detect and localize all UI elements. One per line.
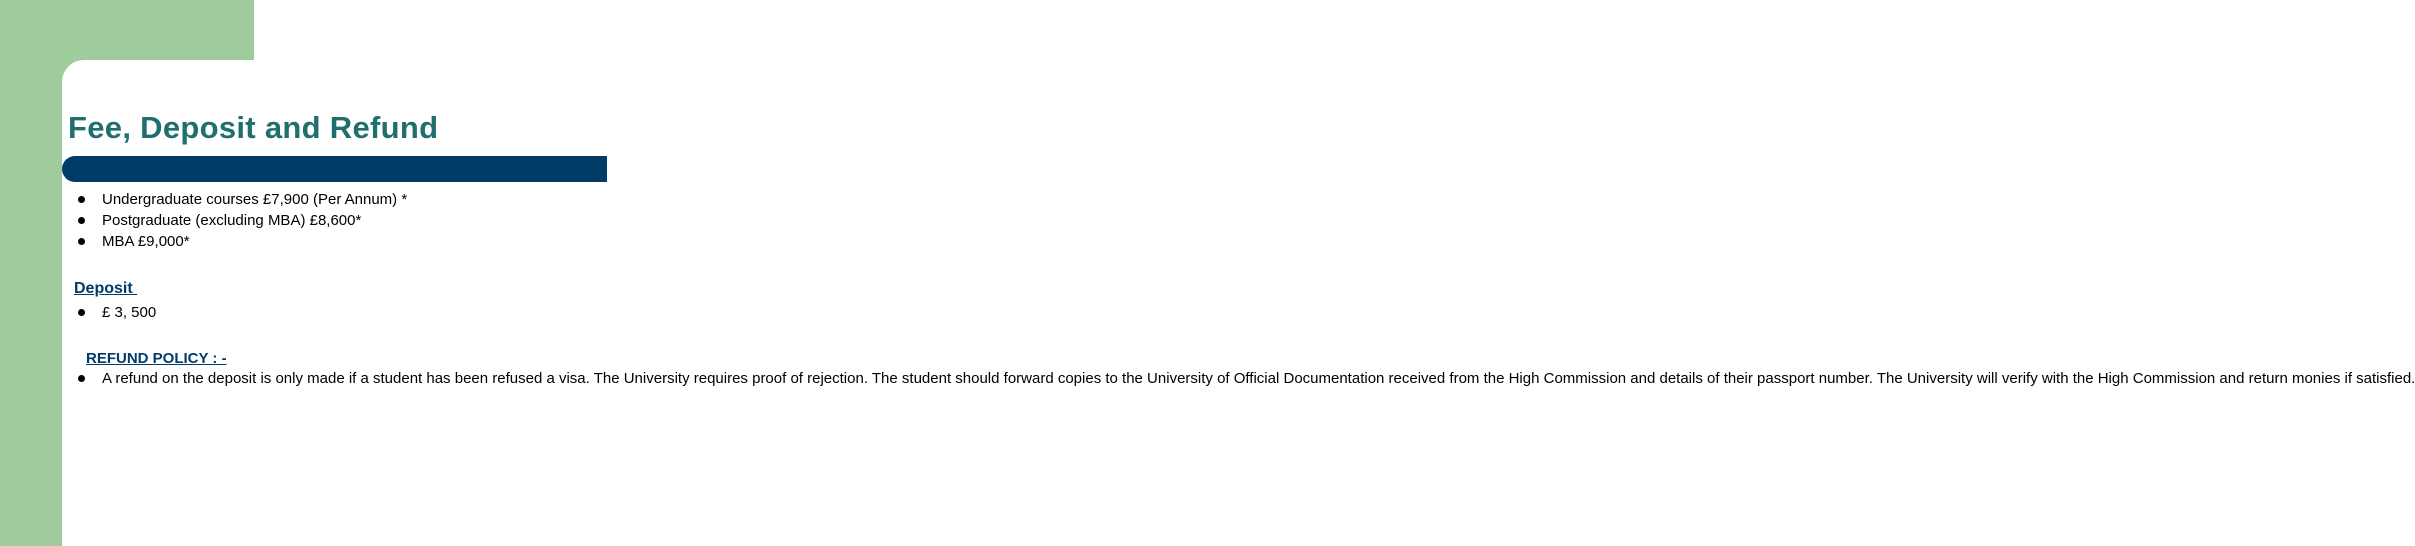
green-side-strip	[0, 150, 62, 546]
fee-item-text: Postgraduate (excluding MBA) £8,600*	[102, 212, 362, 229]
fee-item-text: Undergraduate courses £7,900 (Per Annum) *	[102, 191, 408, 208]
refund-list	[74, 369, 2415, 388]
fee-list	[74, 190, 407, 253]
deposit-item-text: £ 3, 500	[102, 304, 157, 321]
bullet-dot-icon	[78, 375, 85, 382]
deposit-heading: Deposit	[74, 280, 138, 297]
refund-item	[74, 369, 2415, 388]
refund-item-text: A refund on the deposit is only made if a student has been refused a visa. The University requires proof of rejection. The student should forward copies to the University of Official Documentation received from the High Commission and details of their passport number. The University will verify with the High Commission and return monies if satisfied.	[102, 370, 2415, 387]
fee-item	[74, 211, 407, 230]
fee-item-text: MBA £9,000*	[102, 233, 190, 250]
fee-item	[74, 232, 407, 251]
deposit-list	[74, 303, 156, 322]
title-underline-bar	[62, 156, 607, 182]
refund-policy-heading: REFUND POLICY : -	[86, 350, 227, 367]
bullet-dot-icon	[78, 196, 85, 203]
bullet-dot-icon	[78, 217, 85, 224]
bullet-dot-icon	[78, 238, 85, 245]
bullet-dot-icon	[78, 309, 85, 316]
deposit-item	[74, 303, 156, 322]
fee-item	[74, 190, 407, 209]
slide-title: Fee, Deposit and Refund	[68, 110, 439, 145]
